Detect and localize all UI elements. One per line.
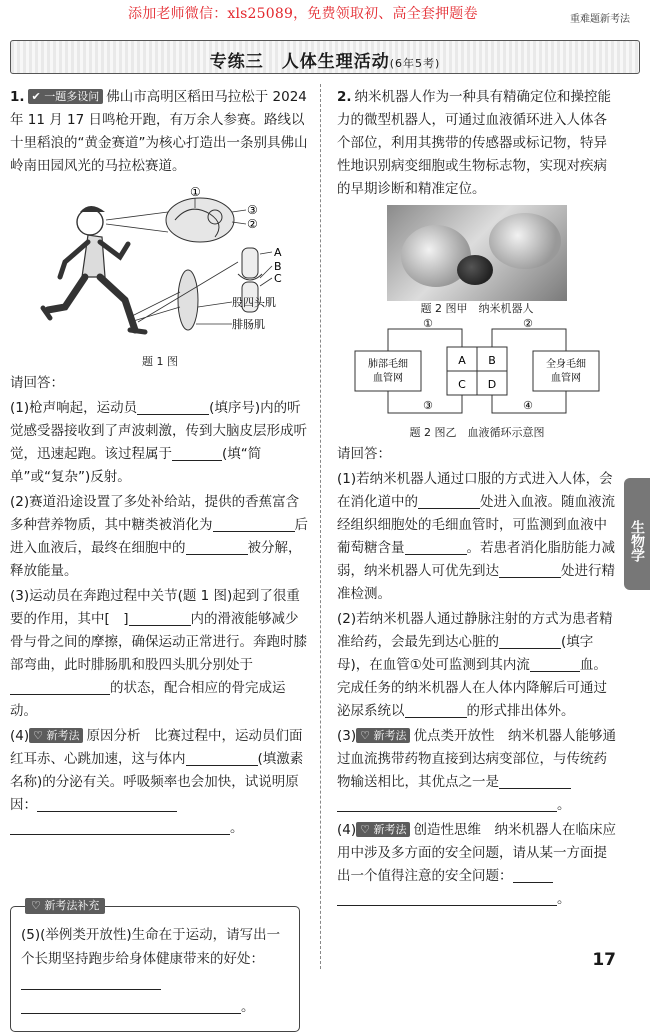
q1-number: 1.	[10, 89, 25, 105]
q2-sub2	[337, 608, 617, 723]
q1-sub3	[10, 585, 310, 723]
nanorobot-photo	[387, 205, 567, 301]
q2-s3c: 。	[557, 797, 571, 813]
label-1: ①	[190, 185, 201, 199]
label-a: A	[274, 246, 282, 259]
q1-s5b: 。	[241, 999, 255, 1015]
runner-anatomy-illustration	[10, 182, 310, 352]
q1-prompt: 请回答：	[10, 375, 64, 391]
q1-s4c: 。	[230, 820, 244, 836]
answer-blank[interactable]	[186, 541, 248, 555]
blood-cell-shape	[489, 213, 561, 269]
label-b: B	[274, 260, 282, 273]
q2-fig-b-caption: 题 2 图乙 血液循环示意图	[409, 426, 545, 439]
q1-s2b: 后进入血液后，最终在细胞中的	[10, 517, 308, 556]
q2-s4c: 。	[557, 891, 571, 907]
q2-s1c: 。若患者消化脂肪能力减弱，纳米机器人可优先到达	[337, 540, 615, 579]
q1-s1c: (填“简单”或“复杂”)反射。	[10, 446, 262, 485]
q1-s3a: (3)运动员在奔跑过程中关节(题 1 图)起到了很重要的作用，其中[ ]	[10, 588, 300, 627]
q1-s4-tag-text: 新考法	[46, 729, 80, 742]
q1-s4b: (填激素名称)的分泌有关。呼吸频率也会加快，试说明原因：	[10, 751, 304, 813]
lung-capillary-label-2: 血管网	[373, 373, 403, 384]
page-number: 17	[592, 950, 616, 970]
answer-blank[interactable]	[405, 541, 467, 555]
section-title	[11, 47, 639, 72]
q2-s3b: 优点类开放性 纳米机器人能够通过血流携带药物直接到达病变部位，与传统药物输送相比，其优点之一是	[337, 728, 616, 790]
q2-intro-text: 纳米机器人作为一种具有精确定位和操控能力的微型机器人，可通过血液循环进入人体各个部位，利用其携带的传感器或标记物，特异性地识别病变细胞或生物标志物，实现对疾病的早期诊断和精准定位。	[337, 89, 612, 197]
subject-side-tab: 生物学	[624, 478, 650, 590]
answer-blank[interactable]	[513, 869, 553, 883]
answer-blank[interactable]	[186, 752, 258, 766]
q1-s4-tag: ♡ 新考法	[29, 728, 83, 743]
circulation-diagram-svg	[337, 317, 617, 423]
vessel-3: ③	[423, 399, 433, 412]
chamber-d: D	[487, 378, 497, 391]
answer-blank[interactable]	[213, 518, 295, 532]
chamber-b: B	[488, 354, 496, 367]
q2-s1b: 处进入血液。随血液流经组织细胞处的毛细血管时，可监测到血液中葡萄糖含量	[337, 494, 615, 556]
answer-blank[interactable]	[499, 564, 561, 578]
answer-blank[interactable]	[337, 798, 557, 812]
q1-intro	[10, 86, 310, 178]
q1-supplement-tag-text: 新考法补充	[44, 899, 100, 912]
top-bar	[0, 0, 650, 24]
q1-s3c: 的状态，配合相应的骨完成运动。	[10, 680, 286, 719]
q2-s4-tag: ♡ 新考法	[356, 822, 410, 837]
section-banner	[10, 40, 640, 74]
q1-sub4: (4) ♡ 新考法 原因分析 比赛过程中，运动员们面红耳赤、心跳加速，这与体内 (填激素名称)的分泌有关。呼吸频率也会加快，试说明原因：。	[10, 728, 304, 836]
label-2: ②	[247, 217, 258, 231]
q1-s3b: 内的滑液能够减少骨与骨之间的摩擦，确保运动正常进行。奔跑时膝部弯曲，此时腓肠肌和股四头肌分别处于	[10, 611, 307, 673]
q1-s5a: (5)(举例类开放性)生命在于运动，请写出一个长期坚持跑步给身体健康带来的好处：	[21, 927, 281, 967]
q2-s4b: 创造性思维 纳米机器人在临床应用中涉及多方面的安全问题，请从某一方面提出一个值得注意的安全问题：	[337, 822, 616, 884]
q1-figure	[10, 182, 310, 352]
q1-s1a: (1)枪声响起，运动员	[10, 400, 138, 416]
section-subtitle: (6年5考)	[389, 57, 441, 70]
vessel-2: ②	[523, 317, 533, 330]
q1-sub2	[10, 491, 310, 583]
label-3: ③	[247, 203, 258, 217]
nanorobot-shape	[457, 255, 493, 285]
label-calf: 腓肠肌	[232, 318, 265, 331]
q1-caption: 题 1 图	[142, 355, 178, 368]
answer-blank[interactable]	[10, 681, 110, 695]
question-1	[10, 86, 310, 1015]
q2-number: 2.	[337, 89, 352, 105]
q1-s4a: 原因分析 比赛过程中，运动员们面红耳赤、心跳加速，这与体内	[10, 728, 303, 767]
q2-sub4	[337, 819, 617, 911]
vessel-1: ①	[423, 317, 433, 330]
q2-s3-tag-text: 新考法	[373, 729, 407, 742]
q1-s1b: (填序号)内的听觉感受器接收到了声波刺激，传到大脑皮层形成听觉，迅速起跑。该过程属于	[10, 400, 307, 462]
q2-s1a: (1)若纳米机器人通过口服的方式进入人体，会在消化道中的	[337, 471, 613, 510]
answer-blank[interactable]	[10, 821, 230, 835]
q1-sub1	[10, 397, 310, 489]
q2-fig-a-caption: 题 2 图甲 纳米机器人	[420, 302, 534, 315]
chamber-c: C	[458, 378, 466, 391]
q2-s1d: 处进行精准检测。	[337, 563, 615, 602]
q2-s3a: (3)	[337, 728, 357, 744]
q1-tag: ✔ 一题多设问	[28, 89, 104, 104]
q2-s4a: (4)	[337, 822, 357, 838]
answer-blank[interactable]	[418, 495, 480, 509]
q2-s2a: (2)若纳米机器人通过静脉注射的方式为患者精准给药，会最先到达心脏的	[337, 611, 613, 650]
answer-blank[interactable]	[37, 798, 177, 812]
q1-tag-text: 一题多设问	[44, 90, 100, 103]
q1-supplement-box	[10, 899, 300, 1032]
answer-blank[interactable]	[172, 447, 222, 461]
q2-s2d: 的形式排出体外。	[466, 703, 575, 719]
answer-blank[interactable]	[21, 1000, 241, 1014]
answer-blank[interactable]	[530, 658, 580, 672]
answer-blank[interactable]	[21, 976, 161, 990]
circulation-diagram	[337, 317, 617, 423]
q2-prompt: 请回答：	[337, 446, 391, 462]
q1-s2c: 被分解，释放能量。	[10, 540, 302, 579]
q2-s4-tag-text: 新考法	[373, 823, 407, 836]
section-title-text: 专练三 人体生理活动	[209, 52, 390, 72]
question-2	[337, 86, 617, 911]
q2-s2b: (填字母)，在血管①处可监测到其内流	[337, 634, 594, 673]
lung-capillary-label: 肺部毛细	[368, 359, 408, 370]
q2-intro	[337, 86, 617, 201]
q2-sub3	[337, 725, 617, 817]
vessel-4: ④	[523, 399, 533, 412]
answer-blank[interactable]	[499, 635, 561, 649]
q2-sub1	[337, 468, 617, 606]
column-divider	[320, 84, 321, 969]
q1-supplement-tag: ♡ 新考法补充	[25, 898, 105, 914]
q1-intro-text: 佛山市高明区稻田马拉松于 2024 年 11 月 17 日鸣枪开跑，有万余人参赛。路线以十里稻浪的“黄金赛道”为核心打造出一条别具佛山岭南田园风光的马拉松赛道。	[10, 89, 308, 174]
answer-blank[interactable]	[405, 704, 467, 718]
q2-s2c: 血。完成任务的纳米机器人在人体内降解后可通过泌尿系统以	[337, 657, 607, 719]
brand-text: 重难题新考法	[570, 14, 630, 25]
q1-s2a: (2)赛道沿途设置了多处补给站，提供的香蕉富含多种营养物质，其中糖类被消化为	[10, 494, 300, 533]
promo-text: 添加老师微信：xls25089，免费领取初、高全套押题卷	[128, 6, 478, 22]
answer-blank[interactable]	[337, 892, 557, 906]
q2-s3-tag: ♡ 新考法	[356, 728, 410, 743]
answer-blank[interactable]	[129, 612, 191, 626]
answer-blank[interactable]	[499, 775, 571, 789]
label-c: C	[274, 272, 282, 285]
label-quadriceps: 股四头肌	[232, 296, 276, 309]
chamber-a: A	[458, 354, 466, 367]
body-capillary-label-2: 血管网	[551, 373, 581, 384]
answer-blank[interactable]	[137, 401, 209, 415]
body-capillary-label: 全身毛细	[546, 359, 586, 370]
